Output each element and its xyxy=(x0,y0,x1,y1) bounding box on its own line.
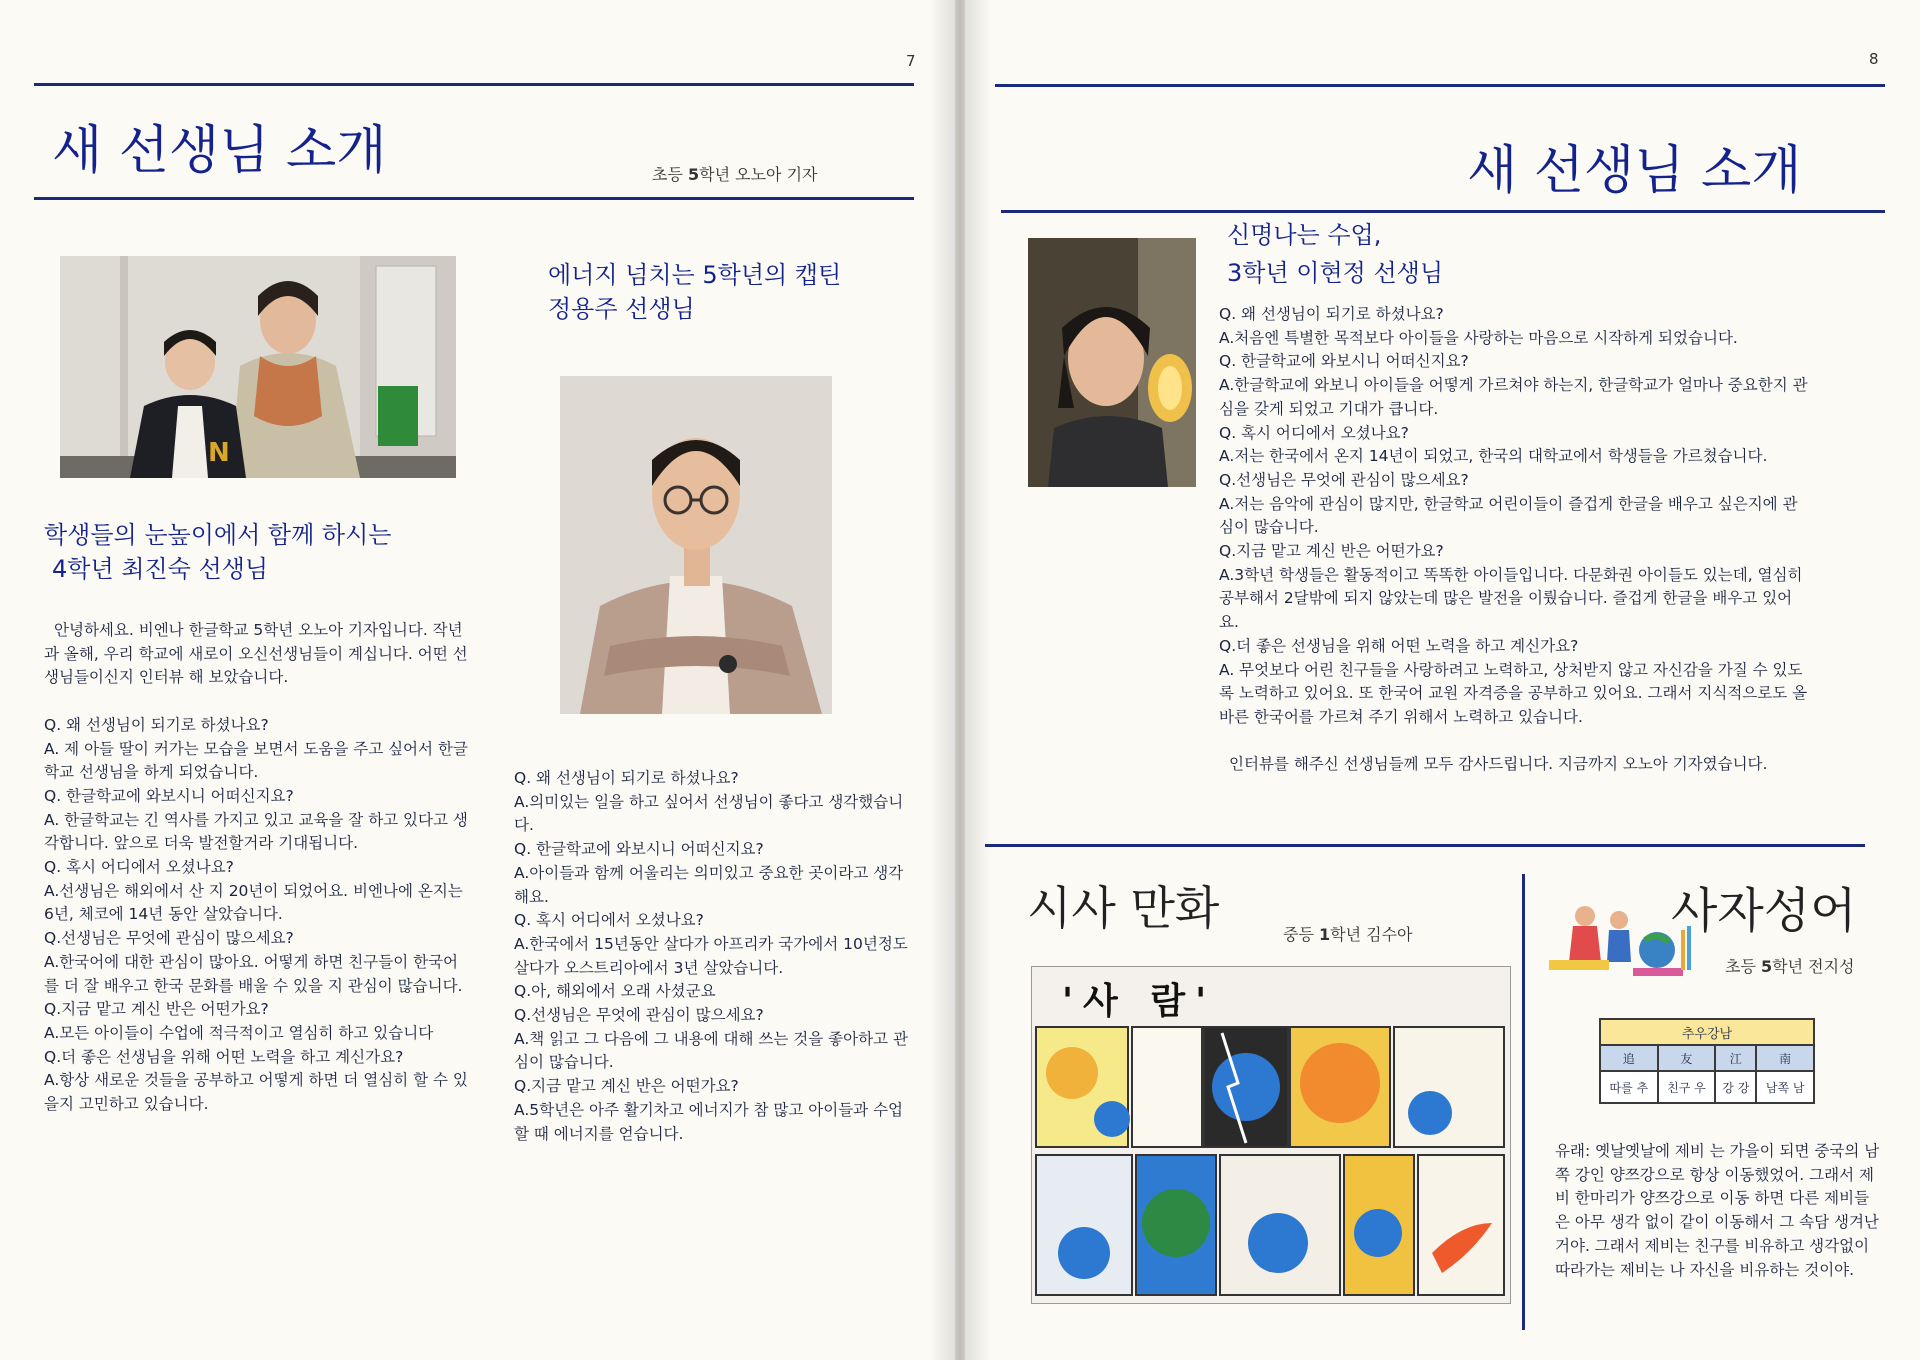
meaning-cell: 친구 우 xyxy=(1658,1071,1716,1103)
qa-line: A. 한글학교는 긴 역사를 가지고 있고 교육을 잘 하고 있다고 생각합니다. 앞으로 더욱 발전할거라 기대됩니다. xyxy=(44,810,468,853)
section-rule xyxy=(985,844,1865,847)
qa-line: Q. 혹시 어디에서 오셨나요? xyxy=(44,858,234,877)
qa-line: A.저는 한국에서 온지 14년이 되었고, 한국의 대학교에서 학생들을 가르쳤습니다. xyxy=(1219,447,1768,466)
cartoon-byline: 중등 1학년 김수아 xyxy=(1283,925,1413,944)
hanja-cell: 南 xyxy=(1756,1045,1814,1071)
teacher-photo-lee xyxy=(1028,238,1196,487)
qa-line: A.처음엔 특별한 목적보다 아이들을 사랑하는 마음으로 시작하게 되었습니다. xyxy=(1219,328,1738,347)
idiom-description: 유래: 옛날옛날에 제비 는 가을이 되면 중국의 남쪽 강인 양쯔강으로 항상 이동했었어. 그래서 제비 한마리가 양쯔강으로 이동 하면 다른 제비들은 아무 생각 없이 같이 이동해서 그 속담 생겨난거야. 그래서 제비는 친구를 비유하고 생각없이 따라가는 제비는 나 자신을 비유하는 것이야. xyxy=(1555,1142,1880,1279)
qa-line: A.의미있는 일을 하고 싶어서 선생님이 좋다고 생각했습니다. xyxy=(514,792,904,835)
page-number: 8 xyxy=(1869,50,1879,68)
qa-line: Q.지금 맡고 계신 반은 어떤가요? xyxy=(44,1000,269,1019)
qa-line: Q.지금 맡고 계신 반은 어떤가요? xyxy=(1219,542,1444,561)
idiom-byline: 초등 5학년 전지성 xyxy=(1725,957,1855,976)
qa-line: A.모든 아이들이 수업에 적극적이고 열심히 하고 있습니다 xyxy=(44,1023,434,1042)
closing-note: 인터뷰를 해주신 선생님들께 모두 감사드립니다. 지금까지 오노아 기자였습니다. xyxy=(1229,755,1768,774)
qa-line: Q.지금 맡고 계신 반은 어떤가요? xyxy=(514,1077,739,1096)
qa-line: A.한국어에 대한 관심이 많아요. 어떻게 하면 친구들이 한국어를 더 잘 배우고 한국 문화를 배울 수 있을 지 관심이 많습니다. xyxy=(44,952,463,995)
qa-line: A.선생님은 해외에서 산 지 20년이 되었어요. 비엔나에 온지는 6년, 체코에 14년 동안 살았습니다. xyxy=(44,881,463,924)
qa-line: Q. 왜 선생님이 되기로 하셨나요? xyxy=(514,769,739,787)
column-rule xyxy=(1522,874,1525,1330)
book-gutter xyxy=(930,0,990,1360)
teacher-photo-choi xyxy=(60,256,456,478)
qa-line: A.3학년 학생들은 활동적이고 똑똑한 아이들입니다. 다문화권 아이들도 있는데, 열심히 공부해서 2달밖에 되지 않았는데 많은 발전을 이뤘습니다. 즐겁게 한글을 배우고 있어요. xyxy=(1219,565,1803,632)
qa-line: A.5학년은 아주 활기차고 에너지가 참 많고 아이들과 수업할 때 에너지를 얻습니다. xyxy=(514,1100,904,1143)
political-cartoon xyxy=(1031,966,1511,1304)
idiom-title: 사자성어 xyxy=(1671,883,1857,939)
teacher3-article xyxy=(1219,303,1811,777)
title-rule xyxy=(1001,210,1885,213)
teacher3-heading: 신명나는 수업, 3학년 이현정 선생님 xyxy=(1227,221,1443,287)
page-right xyxy=(965,0,1920,1360)
qa-line: A. 제 아들 딸이 커가는 모습을 보면서 도움을 주고 싶어서 한글학교 선생님을 하게 되었습니다. xyxy=(44,739,468,782)
page-title: 새 선생님 소개 xyxy=(52,121,387,181)
qa-line: Q.선생님은 무엇에 관심이 많으세요? xyxy=(1219,470,1469,489)
qa-line: A.아이들과 함께 어울리는 의미있고 중요한 곳이라고 생각해요. xyxy=(514,863,904,906)
teacher-photo-jung xyxy=(560,376,832,714)
teacher1-heading: 학생들의 눈높이에서 함께 하시는 4학년 최진숙 선생님 xyxy=(44,521,392,583)
cartoon-title: 시사 만화 xyxy=(1027,881,1220,935)
meaning-cell: 강 강 xyxy=(1715,1071,1756,1103)
hanja-cell: 江 xyxy=(1715,1045,1756,1071)
qa-line: Q.선생님은 무엇에 관심이 많으세요? xyxy=(44,929,294,948)
byline: 초등 5학년 오노아 기자 xyxy=(652,165,818,184)
page-left xyxy=(0,0,955,1360)
qa-line: Q.선생님은 무엇에 관심이 많으세요? xyxy=(514,1006,764,1025)
title-rule xyxy=(34,197,914,200)
top-rule xyxy=(34,83,914,86)
qa-line: A.항상 새로운 것들을 공부하고 어떻게 하면 더 열심히 할 수 있을지 고민하고 있습니다. xyxy=(44,1071,468,1114)
qa-line: A.한글학교에 와보니 아이들을 어떻게 가르쳐야 하는지, 한글학교가 얼마나 중요한지 관심을 갖게 되었고 기대가 큽니다. xyxy=(1219,376,1808,418)
teacher2-article xyxy=(514,767,914,1146)
svg-text:N: N xyxy=(208,438,230,468)
page-title: 새 선생님 소개 xyxy=(1467,141,1802,201)
idiom-table-header: 추우강남 xyxy=(1600,1019,1814,1045)
meaning-cell: 남쪽 남 xyxy=(1756,1071,1814,1103)
teacher2-heading: 에너지 넘치는 5학년의 캡틴 정용주 선생님 xyxy=(548,261,842,323)
qa-line: Q.아, 해외에서 오래 사셨군요 xyxy=(514,982,716,1001)
page-number: 7 xyxy=(906,52,916,70)
qa-line: Q. 혹시 어디에서 오셨나요? xyxy=(514,911,704,930)
qa-line: Q. 왜 선생님이 되기로 하셨나요? xyxy=(1219,305,1444,323)
qa-line: A. 무엇보다 어린 친구들을 사랑하려고 노력하고, 상처받지 않고 자신감을 가질 수 있도록 노력하고 있어요. 또 한국어 교원 자격증을 공부하고 있어요. 그래서 지식적으로도 올바른 한국어를 가르쳐 주기 위해서 노력하고 있습니다. xyxy=(1219,660,1808,726)
meaning-cell: 따를 추 xyxy=(1600,1071,1658,1103)
top-rule xyxy=(995,84,1885,87)
qa-line: A.저는 음악에 관심이 많지만, 한글학교 어린이들이 즐겁게 한글을 배우고 싶은지에 관심이 많습니다. xyxy=(1219,494,1798,537)
qa-line: A.한국에서 15년동안 살다가 아프리카 국가에서 10년정도 살다가 오스트리아에서 3년 살았습니다. xyxy=(514,934,908,977)
teacher1-article xyxy=(44,619,472,1117)
intro-paragraph: 안녕하세요. 비엔나 한글학교 5학년 오노아 기자입니다. 작년과 올해, 우리 학교에 새로이 오신선생님들이 계십니다. 어떤 선생님들이신지 인터뷰 해 보았습니다. xyxy=(44,621,468,687)
qa-line: Q. 한글학교에 와보시니 어떠신지요? xyxy=(44,786,294,805)
qa-line: Q. 한글학교에 와보시니 어떠신지요? xyxy=(514,840,764,859)
comic-title: '사 람' xyxy=(1062,981,1217,1022)
qa-line: Q.더 좋은 선생님을 위해 어떤 노력을 하고 계신가요? xyxy=(44,1047,404,1066)
qa-line: Q. 혹시 어디에서 오셨나요? xyxy=(1219,423,1409,442)
qa-line: A.책 읽고 그 다음에 그 내용에 대해 쓰는 것을 좋아하고 관심이 많습니다. xyxy=(514,1029,908,1072)
qa-line: Q. 한글학교에 와보시니 어떠신지요? xyxy=(1219,352,1469,371)
hanja-cell: 友 xyxy=(1658,1045,1716,1071)
idiom-table xyxy=(1599,1018,1815,1104)
hanja-cell: 追 xyxy=(1600,1045,1658,1071)
qa-line: Q. 왜 선생님이 되기로 하셨나요? xyxy=(44,715,269,734)
qa-line: Q.더 좋은 선생님을 위해 어떤 노력을 하고 계신가요? xyxy=(1219,636,1579,655)
